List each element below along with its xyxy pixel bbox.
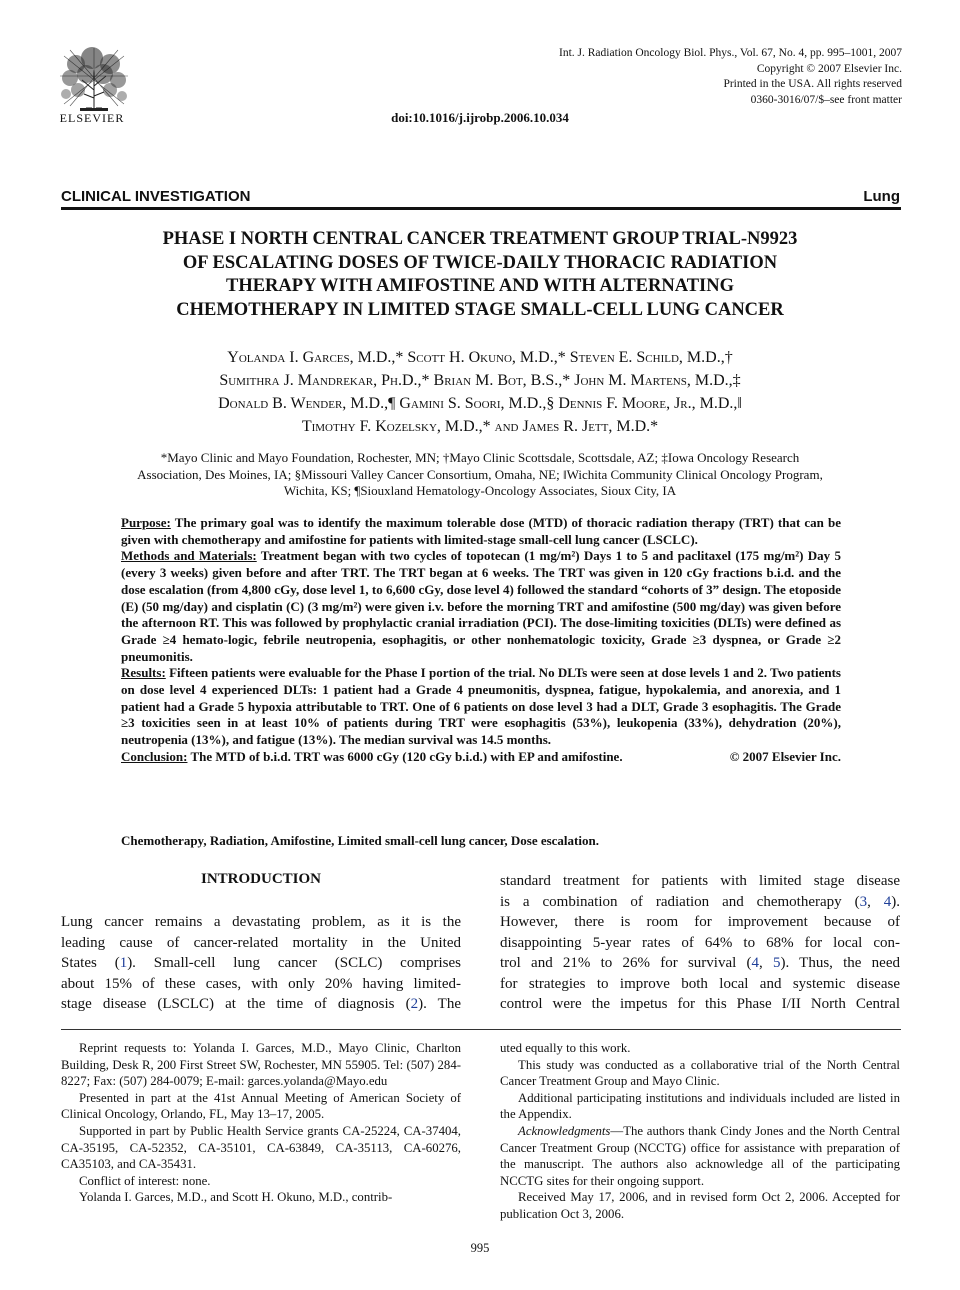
- author-line: Donald B. Wender, M.D.,¶ Gamini S. Soori, M.D.,§ Dennis F. Moore, Jr., M.D.,‖: [218, 395, 742, 412]
- footnote-supported: Supported in part by Public Health Service grants CA-25224, CA-37404, CA-35195, CA-52352, CA-35101, CA-63849, CA-35113, CA-60276, CA35103, and CA-35431.: [61, 1123, 461, 1172]
- affiliation-line: Association, Des Moines, IA; §Missouri Valley Cancer Consortium, Omaha, NE; ‖Wichita Community Clinical Oncology Program,: [137, 466, 823, 482]
- subject-label: Lung: [863, 188, 900, 205]
- text-span: Lung cancer remains a devastating problem, as it is the: [61, 914, 461, 930]
- text-span: leading cause of cancer-related mortality in the United: [61, 934, 461, 951]
- abstract: [121, 515, 841, 766]
- text-line: [61, 994, 461, 1015]
- text-span: ,: [867, 893, 884, 910]
- article-title: [100, 228, 860, 322]
- text-line: [500, 892, 900, 913]
- abstract-copyright: © 2007 Elsevier Inc.: [729, 748, 841, 764]
- ack-text: —The authors thank Cindy Jones and the North Central Cancer Treatment Group (NCCTG) office for assistance with preparation of the manuscript. The authors also acknowledge all of the participating NCCTG sites for their ongoing support.: [500, 1123, 900, 1188]
- purpose-text: The primary goal was to identify the maximum tolerable dose (MTD) of thoracic radiation therapy (TRT) that can be given with chemotherapy and amifostine for patients with limited-stage small-cell lung cancer (LSCLC).: [121, 515, 841, 547]
- intro-heading: INTRODUCTION: [200, 871, 321, 887]
- footnote-rule: [61, 1029, 901, 1030]
- keywords: Chemotherapy, Radiation, Amifostine, Limited small-cell lung cancer, Dose escalation.: [121, 833, 599, 848]
- text-span: States (: [61, 955, 120, 971]
- title-line: PHASE I NORTH CENTRAL CANCER TREATMENT GROUP TRIAL-N9923: [162, 229, 798, 249]
- citation-link[interactable]: 5: [772, 955, 781, 971]
- text-line: [61, 912, 461, 933]
- section-label: CLINICAL INVESTIGATION: [61, 188, 251, 205]
- results-label: Results:: [121, 665, 166, 681]
- text-line: control were the impetus for this Phase I/II North Central: [500, 996, 900, 1012]
- results-text: Fifteen patients were evaluable for the Phase I portion of the trial. No DLTs were seen at dose levels 1 and 2. Two patients on dose level 4 experienced DLTs: 1 patient had a Grade 4 pneumonitis, dyspnea, fatigue, hypokalemia, and anorexia, and 1 patient had a Grade 5 hypoxia attributable to TRT. One of 6 patients on dose level 3 had a DLT, Grade 3 esophagitis. The Grade ≥3 toxicities seen in at least 10% of patients during TRT were esophagitis (53%), leukopenia (33%), dehydration (20%), neutropenia (13%), and fatigue (13%). The median survival was 14.5 months.: [121, 665, 841, 748]
- text-span: stage disease (LSCLC) at the time of diagnosis (: [61, 996, 411, 1012]
- doi[interactable]: doi:10.1016/j.ijrobp.2006.10.034: [391, 110, 569, 125]
- citation-link[interactable]: 2: [410, 996, 419, 1012]
- conclusion-text: The MTD of b.i.d. TRT was 6000 cGy (120 cGy b.i.d.) with EP and amifostine.: [187, 748, 623, 764]
- text-span: ). The: [418, 996, 461, 1012]
- conclusion-label: Conclusion:: [121, 748, 188, 764]
- journal-citation: [559, 46, 902, 108]
- intro-column-left: [61, 912, 461, 1015]
- footnote-study: This study was conducted as a collaborative trial of the North Central Cancer Treatment Group and Mayo Clinic.: [500, 1057, 900, 1089]
- ack-label: Acknowledgments: [518, 1123, 611, 1138]
- abstract-methods: [121, 548, 841, 665]
- citation-link[interactable]: 4: [751, 955, 759, 971]
- footnote-received: Received May 17, 2006, and in revised form Oct 2, 2006. Accepted for publication Oct 3, 2006.: [500, 1190, 900, 1221]
- text-line: standard treatment for patients with limited stage disease: [500, 873, 900, 889]
- text-line: [61, 974, 461, 995]
- purpose-label: Purpose:: [121, 515, 171, 530]
- footnotes-right: [500, 1040, 900, 1223]
- author-line: Sumithra J. Mandrekar, Ph.D.,* Brian M. Bot, B.S.,* John M. Martens, M.D.,‡: [219, 372, 741, 389]
- text-line: [61, 953, 461, 974]
- journal-line: Int. J. Radiation Oncology Biol. Phys., Vol. 67, No. 4, pp. 995–1001, 2007: [559, 47, 902, 59]
- text-span: trol and 21% to 26% for survival (: [500, 955, 752, 971]
- page-number: 995: [470, 1241, 490, 1255]
- title-line: CHEMOTHERAPY IN LIMITED STAGE SMALL-CELL LUNG CANCER: [176, 299, 784, 320]
- footnote-equal-contrib: Yolanda I. Garces, M.D., and Scott H. Okuno, M.D., contrib-: [79, 1190, 393, 1205]
- text-line: However, there is room for improvement because of: [500, 914, 900, 930]
- intro-column-right: [500, 871, 900, 1015]
- header-rule: [61, 207, 901, 210]
- text-span: ).: [891, 893, 901, 910]
- footnote-continued: uted equally to this work.: [500, 1041, 631, 1055]
- citation-link[interactable]: 4: [883, 893, 892, 910]
- abstract-conclusion: [121, 749, 841, 766]
- journal-line: Printed in the USA. All rights reserved: [723, 78, 902, 90]
- footnote-conflict: Conflict of interest: none.: [79, 1173, 211, 1188]
- text-span: ,: [759, 955, 773, 971]
- abstract-results: [121, 665, 841, 749]
- text-line: disappointing 5-year rates of 64% to 68% for local con-: [500, 934, 900, 951]
- title-line: OF ESCALATING DOSES OF TWICE-DAILY THORACIC RADIATION: [182, 252, 778, 273]
- affiliation-line: *Mayo Clinic and Mayo Foundation, Rochester, MN; †Mayo Clinic Scottsdale, Scottsdale, AZ; ‡Iowa Oncology Research: [160, 450, 800, 465]
- title-line: THERAPY WITH AMIFOSTINE AND WITH ALTERNATING: [225, 276, 734, 296]
- text-line: [61, 933, 461, 954]
- affiliation-line: Wichita, KS; ¶Siouxland Hematology-Oncology Associates, Sioux City, IA: [283, 483, 677, 498]
- text-line: for strategies to improve both local and systemic disease: [500, 975, 900, 992]
- footnotes-left: [61, 1040, 461, 1206]
- publisher-name: ELSEVIER: [59, 111, 125, 125]
- footnote-presented: Presented in part at the 41st Annual Meeting of American Society of Clinical Oncology, Orlando, FL, May 13–17, 2005.: [61, 1090, 461, 1122]
- journal-line: Copyright © 2007 Elsevier Inc.: [756, 62, 902, 75]
- text-span: about 15% of these cases, with only 20% having limited-: [61, 975, 461, 992]
- citation-link[interactable]: 3: [859, 893, 868, 910]
- abstract-purpose: [121, 515, 841, 548]
- citation-link[interactable]: 1: [119, 955, 128, 971]
- methods-label: Methods and Materials:: [121, 548, 257, 564]
- journal-line: 0360-3016/07/$–see front matter: [750, 93, 902, 106]
- affiliations: [60, 450, 900, 500]
- author-line: Timothy F. Kozelsky, M.D.,* and James R. Jett, M.D.*: [301, 418, 659, 435]
- footnote-reprint: Reprint requests to: Yolanda I. Garces, M.D., Mayo Clinic, Charlton Building, Desk R, 200 First Street SW, Rochester, MN 55905. Tel: (507) 284-8227; Fax: (507) 284-0079; E-mail: garces.yolanda@Mayo.edu: [61, 1041, 461, 1089]
- text-span: ). Small-cell lung cancer (SCLC) comprises: [127, 955, 461, 971]
- text-span: ). Thus, the need: [780, 955, 900, 971]
- methods-text: Treatment began with two cycles of topotecan (1 mg/m²) Days 1 to 5 and paclitaxel (175 mg/m²) Day 5 (every 3 weeks) given before and after TRT. The TRT began at 6 weeks. The TRT was given in 120 cGy fractions b.i.d. and the dose escalation (from 4,800 cGy, dose level 1, to 6,600 cGy, dose level 4) followed the standard “cohorts of 3” design. The etoposide (E) (50 mg/day) and cisplatin (C) (3 mg/m²) were given i.v. before the morning TRT and amifostine (500 mg/day) was given before the afternoon RT. This was followed by prophylactic cranial irradiation (PCI). The dose-limiting toxicities (DLTs) were defined as Grade ≥4 hemato-logic, febrile neutropenia, esophagitis, or other nonhematologic toxicity, Grade ≥3 dyspnea, or Grade ≥2 pneumonitis.: [121, 548, 841, 664]
- text-span: is a combination of radiation and chemotherapy (: [500, 893, 860, 910]
- text-line: [500, 953, 900, 974]
- author-list: [80, 346, 880, 438]
- footnote-acknowledgments: [500, 1123, 900, 1189]
- footnote-additional: Additional participating institutions and individuals included are listed in the Appendix.: [500, 1090, 900, 1122]
- author-line: Yolanda I. Garces, M.D.,* Scott H. Okuno, M.D.,* Steven E. Schild, M.D.,†: [227, 349, 733, 366]
